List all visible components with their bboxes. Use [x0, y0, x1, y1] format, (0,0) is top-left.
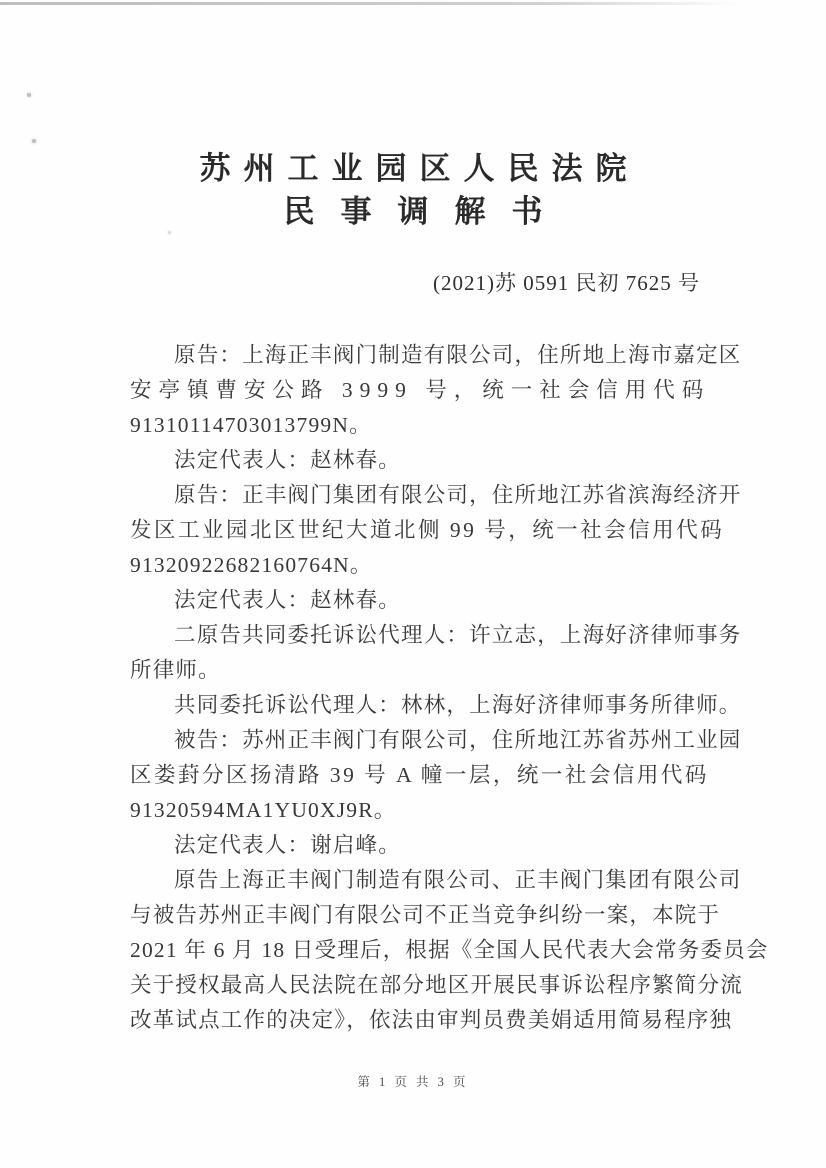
body-line: 与被告苏州正丰阀门有限公司不正当竞争纠纷一案，本院于 [130, 903, 721, 927]
court-name: 苏州工业园区人民法院 [199, 151, 640, 186]
body-line: 91320922682160764N。 [130, 553, 373, 577]
page-footer [0, 1072, 826, 1090]
body-line: 法定代表人：赵林春。 [174, 588, 402, 612]
body-line: 改革试点工作的决定》，依法由审判员费美娟适用简易程序独 [130, 1008, 733, 1032]
scan-edge-artifact [0, 2, 780, 5]
body-line: 原告：上海正丰阀门制造有限公司，住所地上海市嘉定区 [174, 343, 742, 367]
body-line: 关于授权最高人民法院在部分地区开展民事诉讼程序繁简分流 [130, 973, 743, 997]
body-line: 安亭镇曹安公路 3999 号，统一社会信用代码 [130, 378, 711, 402]
body-line: 所律师。 [130, 658, 221, 682]
body-line: 91310114703013799N。 [130, 413, 372, 437]
body-line: 被告：苏州正丰阀门有限公司，住所地江苏省苏州工业园 [174, 728, 742, 752]
document-header [0, 150, 826, 231]
page-number-label: 第 1 页 共 3 页 [357, 1075, 469, 1089]
body-line: 91320594MA1YU0XJ9R。 [130, 798, 397, 822]
body-line: 法定代表人：赵林春。 [174, 448, 402, 472]
body-line: 二原告共同委托诉讼代理人：许立志，上海好济律师事务 [174, 623, 742, 647]
scan-speck [168, 231, 171, 234]
body-line: 共同委托诉讼代理人：林林，上海好济律师事务所律师。 [174, 693, 742, 717]
case-number: (2021)苏 0591 民初 7625 号 [433, 271, 700, 295]
body-line: 原告：正丰阀门集团有限公司，住所地江苏省滨海经济开 [174, 483, 742, 507]
document-type-title: 民事调解书 [283, 194, 569, 229]
body-line: 发区工业园北区世纪大道北侧 99 号，统一社会信用代码 [130, 518, 725, 542]
body-line: 区娄葑分区扬清路 39 号 A 幢一层，统一社会信用代码 [130, 763, 709, 787]
document-body [130, 338, 769, 1038]
body-line: 2021 年 6 月 18 日受理后，根据《全国人民代表大会常务委员会 [130, 938, 769, 962]
body-line: 法定代表人：谢启峰。 [174, 833, 402, 857]
body-line: 原告上海正丰阀门制造有限公司、正丰阀门集团有限公司 [174, 868, 742, 892]
scan-speck [32, 139, 36, 143]
scan-speck [27, 93, 31, 97]
